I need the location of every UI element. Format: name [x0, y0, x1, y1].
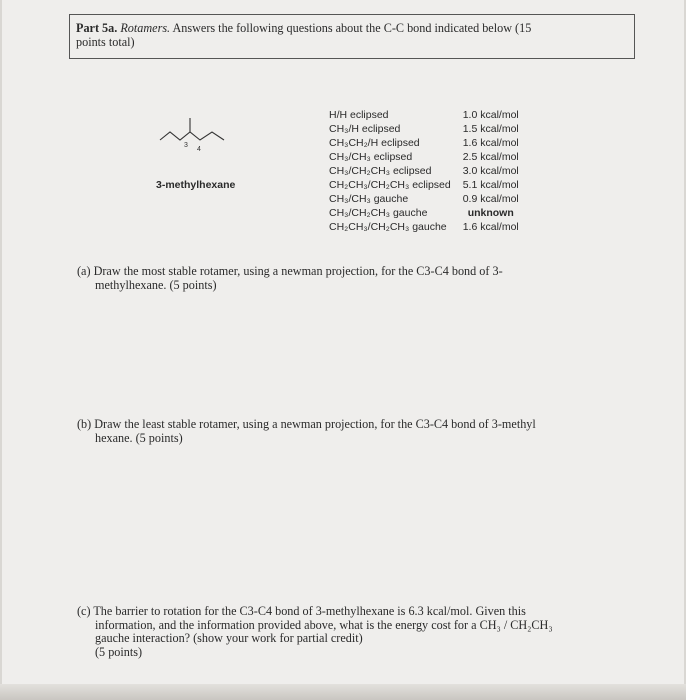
carbon-4-label: 4	[197, 146, 201, 153]
interaction-label: CH₃/H eclipsed	[329, 123, 401, 135]
table-row	[329, 122, 527, 136]
question-c-line: (c) The barrier to rotation for the C3-C4 bond of 3-methylhexane is 6.3 kcal/mol. Given this	[77, 604, 526, 618]
interaction-label: CH₂CH₃/CH₂CH₃ gauche	[329, 221, 447, 233]
table-row	[329, 220, 527, 234]
part-header	[69, 14, 635, 59]
energy-value-unknown: unknown	[467, 207, 514, 219]
question-c-line: (5 points)	[95, 644, 143, 659]
energy-value: 3.0 kcal/mol	[462, 165, 519, 177]
energy-value: 1.5 kcal/mol	[462, 123, 519, 135]
carbon-3-label: 3	[184, 142, 188, 149]
interaction-label: CH₃/CH₃ eclipsed	[329, 151, 413, 163]
question-a-line: (a) Draw the most stable rotamer, using a newman projection, for the C3-C4 bond of 3-	[77, 264, 503, 278]
question-c	[77, 605, 597, 659]
interaction-label: CH₃/CH₃ gauche	[329, 193, 409, 205]
interaction-label: CH₂CH₃/CH₂CH₃ eclipsed	[329, 179, 451, 191]
table-row	[329, 108, 527, 122]
question-b-line: (b) Draw the least stable rotamer, using a newman projection, for the C3-C4 bond of 3-methyl	[77, 417, 536, 431]
interaction-energy-table	[329, 108, 527, 234]
instruction-text: Answers the following questions about the C-C bond indicated below (15	[172, 21, 532, 35]
interaction-label: H/H eclipsed	[329, 109, 389, 121]
table-row	[329, 178, 527, 192]
question-c-line: information, and the information provided above, what is the energy cost for a CH₃ / CH₂CH₃	[95, 617, 553, 632]
energy-value: 0.9 kcal/mol	[462, 193, 519, 205]
table-row	[329, 136, 527, 150]
question-a	[77, 265, 597, 292]
interaction-label: CH₃/CH₂CH₃ gauche	[329, 207, 428, 219]
page-bottom-edge	[0, 684, 686, 700]
table-row	[329, 192, 527, 206]
molecule-name: 3-methylhexane	[156, 179, 236, 191]
energy-value: 1.6 kcal/mol	[462, 137, 519, 149]
instruction-text-cont: points total)	[76, 35, 135, 49]
question-b-line: hexane. (5 points)	[95, 430, 183, 445]
energy-value: 1.0 kcal/mol	[462, 109, 519, 121]
question-a-line: methylhexane. (5 points)	[95, 277, 217, 292]
part-label: Part 5a.	[76, 21, 118, 35]
table-row	[329, 164, 527, 178]
question-c-line: gauche interaction? (show your work for partial credit)	[95, 631, 363, 645]
topic-label: Rotamers.	[120, 21, 171, 35]
energy-value: 1.6 kcal/mol	[462, 221, 519, 233]
carbon-chain	[160, 132, 224, 140]
energy-value: 5.1 kcal/mol	[462, 179, 519, 191]
table-row	[329, 150, 527, 164]
energy-value: 2.5 kcal/mol	[462, 151, 519, 163]
interaction-label: CH₃/CH₂CH₃ eclipsed	[329, 165, 432, 177]
question-b	[77, 418, 597, 445]
skeletal-structure	[158, 112, 248, 162]
interaction-label: CH₃CH₂/H eclipsed	[329, 137, 420, 149]
table-row	[329, 206, 527, 220]
